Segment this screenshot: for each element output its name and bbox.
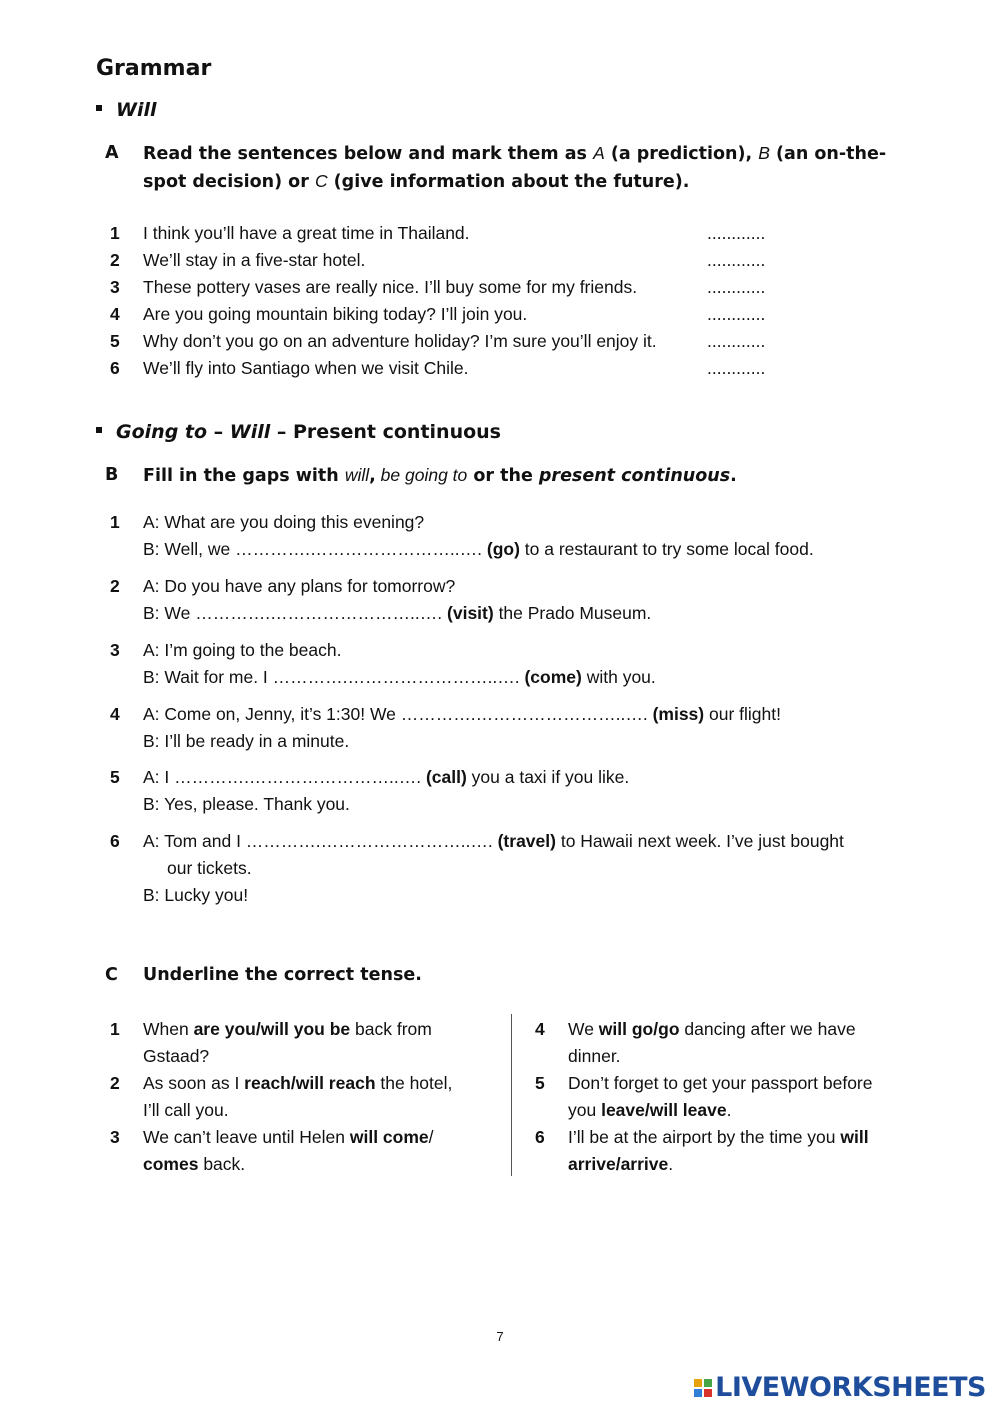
option-2[interactable]: will leave: [649, 1100, 727, 1120]
list-item: 4 We will go/go dancing after we have dinner.: [535, 1019, 856, 1066]
section-going-to-heading: Going to – Will – Present continuous: [96, 421, 501, 443]
gap-blank[interactable]: B: Well, we ………….……………………..….: [143, 539, 487, 559]
exercise-c-right-column: [535, 1016, 915, 1178]
instruction-b: B Fill in the gaps with will, be going to or the present continuous.: [143, 462, 913, 490]
instruction-a: A Read the sentences below and mark them as A (a prediction), B (an on-the-spot decision) or C (give information about the future).: [143, 140, 913, 196]
column-divider: [511, 1014, 512, 1176]
page-number: 7: [496, 1329, 504, 1344]
instruction-letter: B: [105, 465, 119, 485]
answer-blank[interactable]: ............: [707, 358, 766, 378]
list-item: 4 Are you going mountain biking today? I’ll join you. ............: [110, 301, 810, 328]
instruction-letter: A: [105, 143, 119, 163]
answer-blank[interactable]: ............: [707, 223, 766, 243]
instruction-letter: C: [105, 965, 118, 985]
exercise-a-list: [110, 220, 810, 382]
logo-grid-icon: [694, 1379, 712, 1397]
list-item: 1 When are you/will you be back from Gstaad?: [110, 1019, 432, 1066]
gap-blank[interactable]: A: I ………….……………………..….: [143, 767, 426, 787]
bullet-icon: [96, 427, 102, 433]
list-item: 6 We’ll fly into Santiago when we visit Chile. ............: [110, 355, 810, 382]
option-2[interactable]: will reach: [295, 1073, 376, 1093]
list-item: 2 We’ll stay in a five-star hotel. ............: [110, 247, 810, 274]
instruction-c: C Underline the correct tense.: [143, 962, 913, 989]
exercise-c-left-column: [110, 1016, 490, 1178]
brand-name: LIVEWORKSHEETS: [715, 1372, 986, 1403]
answer-blank[interactable]: ............: [707, 277, 766, 297]
bullet-icon: [96, 105, 102, 111]
list-item: 6 I’ll be at the airport by the time you will arrive/arrive.: [535, 1127, 869, 1174]
list-item: 3 We can’t leave until Helen will come/ comes back.: [110, 1127, 434, 1174]
gap-blank[interactable]: B: We ………….……………………..….: [143, 603, 448, 623]
list-item: 5 Don’t forget to get your passport before you leave/will leave.: [535, 1073, 873, 1120]
list-item: 1 I think you’ll have a great time in Thailand. ............: [110, 220, 810, 247]
option-1[interactable]: will go: [598, 1019, 654, 1039]
liveworksheets-logo[interactable]: [694, 1372, 986, 1403]
option-1-part[interactable]: arrive: [568, 1154, 616, 1174]
option-1[interactable]: are you: [193, 1019, 256, 1039]
gap-blank[interactable]: A: Come on, Jenny, it’s 1:30! We ………….……………………..….: [143, 704, 653, 724]
gap-blank[interactable]: B: Wait for me. I ………….……………………..….: [143, 667, 525, 687]
option-1[interactable]: reach: [244, 1073, 291, 1093]
answer-blank[interactable]: ............: [707, 304, 766, 324]
option-2[interactable]: will you be: [260, 1019, 351, 1039]
list-item: 2 As soon as I reach/will reach the hotel, I’ll call you.: [110, 1073, 453, 1120]
option-1-part[interactable]: will: [840, 1127, 869, 1147]
section-will-heading: Will: [96, 99, 157, 121]
option-1[interactable]: will come: [349, 1127, 429, 1147]
list-item: 5 Why don’t you go on an adventure holiday? I’m sure you’ll enjoy it. ............: [110, 328, 810, 355]
list-item: 3 These pottery vases are really nice. I’ll buy some for my friends. ............: [110, 274, 810, 301]
page-title: Grammar: [96, 56, 212, 81]
option-1[interactable]: leave: [601, 1100, 645, 1120]
answer-blank[interactable]: ............: [707, 250, 766, 270]
gap-blank[interactable]: A: Tom and I ………….……………………..….: [143, 831, 498, 851]
option-2[interactable]: comes: [143, 1154, 199, 1174]
option-2[interactable]: arrive: [620, 1154, 669, 1174]
answer-blank[interactable]: ............: [707, 331, 766, 351]
option-2[interactable]: go: [658, 1019, 680, 1039]
